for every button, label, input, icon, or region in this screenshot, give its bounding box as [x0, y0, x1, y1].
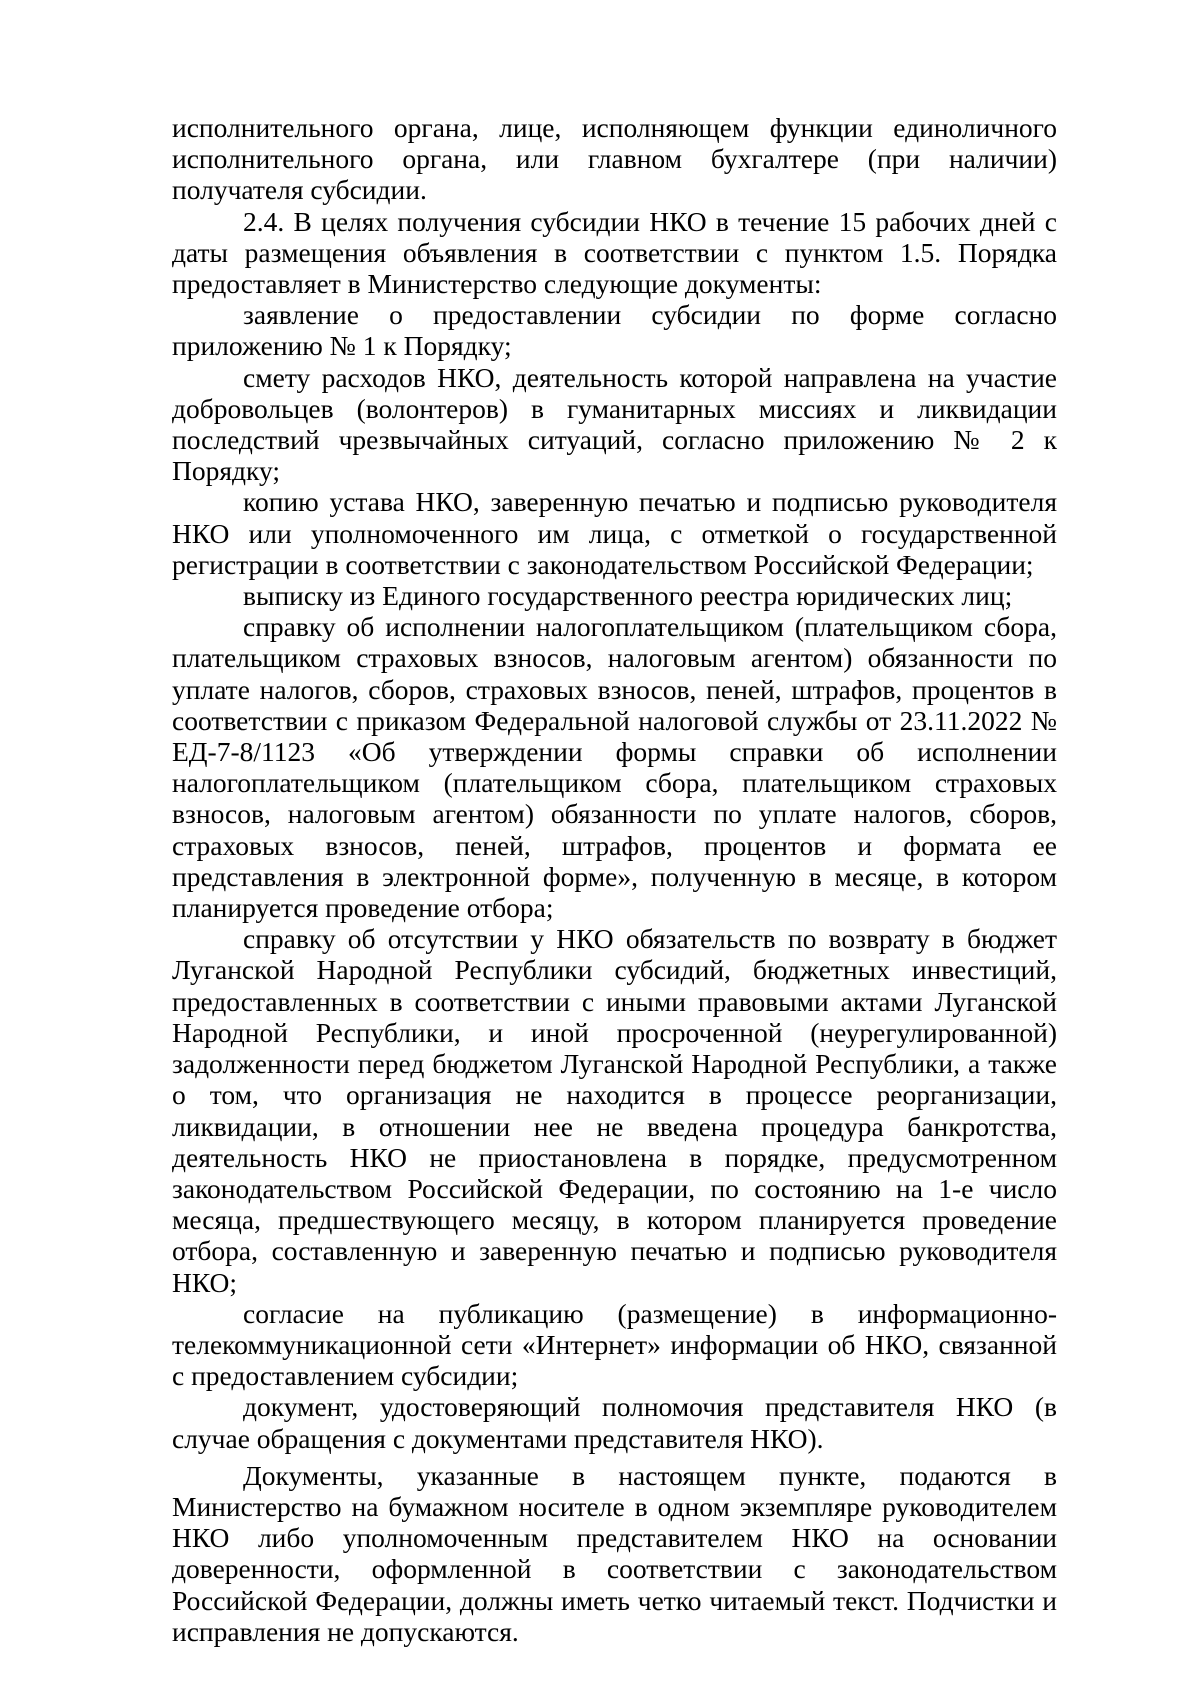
list-item-representative-document: документ, удостоверяющий полномочия представителя НКО (в случае обращения с документами представителя НКО).: [172, 1391, 1057, 1454]
list-item-tax-certificate: справку об исполнении налогоплательщиком (плательщиком сбора, плательщиком страховых взносов, налоговым агентом) обязанности по уплате налогов, сборов, страховых взносов, пеней, штрафов, процентов в соответствии с приказом Федеральной налоговой службы от 23.11.2022 № ЕД-7-8/1123 «Об утверждении формы справки об исполнении налогоплательщиком (плательщиком сбора, плательщиком страховых взносов, налоговым агентом) обязанности по уплате налогов, сборов, страховых взносов, пеней, штрафов, процентов и формата ее представления в электронной форме», полученную в месяце, в котором планируется проведение отбора;: [172, 611, 1057, 924]
paragraph-2-4: 2.4. В целях получения субсидии НКО в течение 15 рабочих дней с даты размещения объявления в соответствии с пунктом 1.5. Порядка предоставляет в Министерство следующие документы:: [172, 205, 1057, 300]
paragraph-submission-rules: Документы, указанные в настоящем пункте, подаются в Министерство на бумажном носителе в одном экземпляре руководителем НКО либо уполномоченным представителем НКО на основании доверенности, оформленной в соответствии с законодательством Российской Федерации, должны иметь четко читаемый текст. Подчистки и исправления не допускаются.: [172, 1459, 1057, 1647]
list-item-application: заявление о предоставлении субсидии по форме согласно приложению № 1 к Порядку;: [172, 299, 1057, 362]
list-item-publication-consent: согласие на публикацию (размещение) в информационно-телекоммуникационной сети «Интернет» информации об НКО, связанной с предоставлением субсидии;: [172, 1297, 1057, 1392]
document-page: [172, 112, 1057, 1647]
list-item-cost-estimate: смету расходов НКО, деятельность которой направлена на участие добровольцев (волонтеров) в гуманитарных миссиях и ликвидации последствий чрезвычайных ситуаций, согласно приложению № 2 к Порядку;: [172, 361, 1057, 487]
list-item-charter-copy: копию устава НКО, заверенную печатью и подписью руководителя НКО или уполномоченного им лица, с отметкой о государственной регистрации в соответствии с законодательством Российской Федерации;: [172, 486, 1057, 580]
list-item-register-extract: выписку из Единого государственного реестра юридических лиц;: [243, 580, 1013, 612]
list-item-no-obligations-certificate: справку об отсутствии у НКО обязательств по возврату в бюджет Луганской Народной Республики субсидий, бюджетных инвестиций, предоставленных в соответствии с иными правовыми актами Луганской Народной Республики, и иной просроченной (неурегулированной) задолженности перед бюджетом Луганской Народной Республики, а также о том, что организация не находится в процессе реорганизации, ликвидации, в отношении нее не введена процедура банкротства, деятельность НКО не приостановлена в порядке, предусмотренном законодательством Российской Федерации, по состоянию на 1-е число месяца, предшествующего месяцу, в котором планируется проведение отбора, составленную и заверенную печатью и подписью руководителя НКО;: [172, 923, 1057, 1298]
paragraph-continuation: исполнительного органа, лице, исполняющем функции единоличного исполнительного органа, или главном бухгалтере (при наличии) получателя субсидии.: [172, 112, 1057, 206]
